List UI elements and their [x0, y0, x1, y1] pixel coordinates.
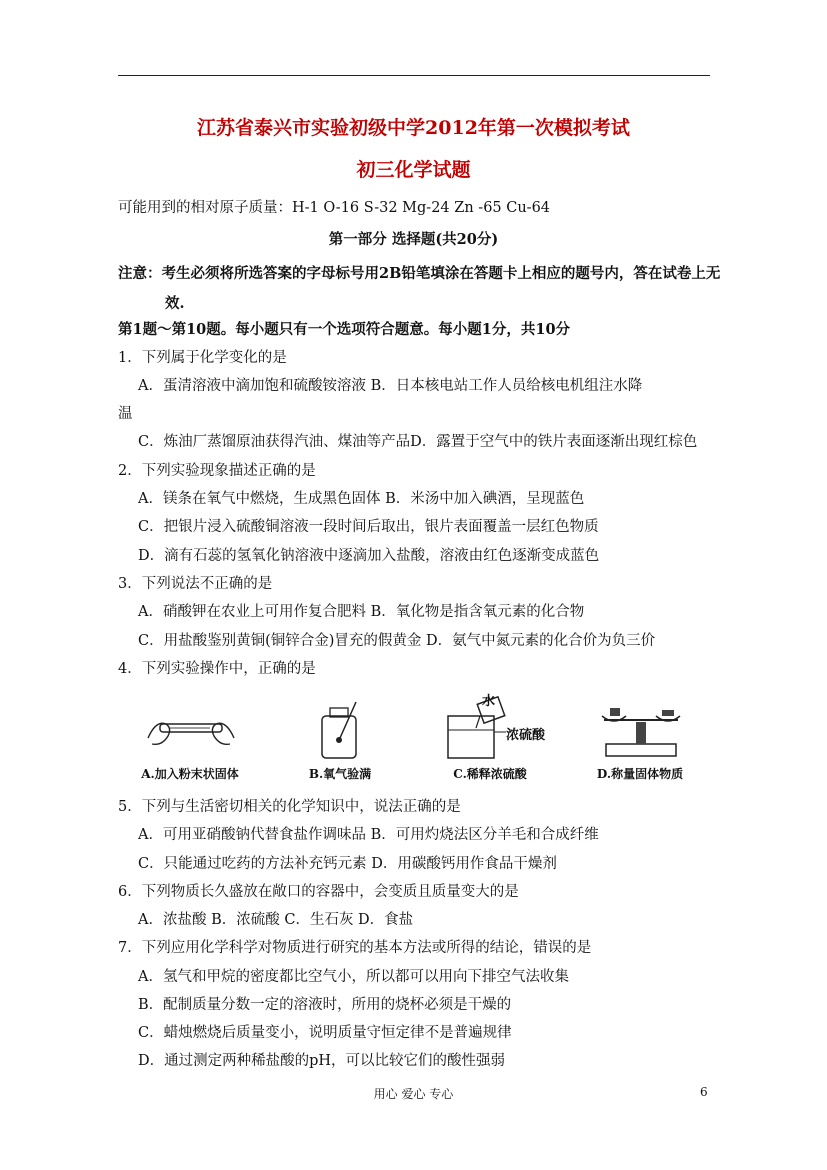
question-option: C．炼油厂蒸馏原油获得汽油、煤油等产品D．露置于空气中的铁片表面逐渐出现红棕色 — [138, 434, 698, 450]
page-number: 6 — [700, 1085, 708, 1099]
page-title: 江苏省泰兴市实验初级中学2012年第一次模拟考试 — [197, 117, 630, 139]
question-option: A．硝酸钾在农业上可用作复合肥料 B．氧化物是指含氧元素的化合物 — [138, 604, 585, 620]
balance-scale-icon — [580, 694, 700, 764]
section-title: 第一部分 选择题(共20分) — [328, 231, 499, 248]
figure-caption: A.加入粉末状固体 — [141, 767, 239, 781]
gas-bottle-icon — [280, 694, 400, 764]
figure-b — [280, 694, 400, 784]
question-option: A．浓盐酸 B．浓硫酸 C．生石灰 D．食盐 — [138, 912, 414, 928]
figure-caption: B.氧气验满 — [308, 767, 372, 781]
acid-label: 浓硫酸 — [506, 728, 546, 743]
question-stem: 3．下列说法不正确的是 — [118, 576, 273, 592]
water-label: 水 — [482, 694, 496, 709]
question-stem: 7．下列应用化学科学对物质进行研究的基本方法或所得的结论，错误的是 — [118, 940, 592, 956]
question-option: A．氢气和甲烷的密度都比空气小，所以都可以用向下排空气法收集 — [138, 969, 569, 985]
question-option: A．可用亚硝酸钠代替食盐作调味品 B．可用灼烧法区分羊毛和合成纤维 — [138, 827, 599, 843]
question-option: A．镁条在氧气中燃烧，生成黑色固体 B．米汤中加入碘酒，呈现蓝色 — [138, 491, 585, 507]
question-option: 温 — [118, 406, 133, 422]
figure-caption: D.称量固体物质 — [596, 767, 684, 781]
question-option: D．滴有石蕊的氢氧化钠溶液中逐滴加入盐酸，溶液由红色逐渐变成蓝色 — [138, 548, 600, 564]
header-rule — [118, 75, 710, 76]
question-stem: 5．下列与生活密切相关的化学知识中，说法正确的是 — [118, 799, 461, 815]
figure-c — [430, 694, 550, 784]
question-option: C．用盐酸鉴别黄铜(铜锌合金)冒充的假黄金 D．氨气中氮元素的化合价为负三价 — [138, 633, 656, 649]
notice-line-2: 效. — [165, 295, 185, 312]
question-option: D．通过测定两种稀盐酸的pH，可以比较它们的酸性强弱 — [138, 1053, 506, 1069]
figure-a — [130, 694, 250, 784]
question-stem: 4．下列实验操作中，正确的是 — [118, 661, 316, 677]
atomic-masses: 可能用到的相对原子质量：H-1 O-16 S-32 Mg-24 Zn -65 Cu-64 — [118, 200, 551, 216]
question-option: C．把银片浸入硫酸铜溶液一段时间后取出，银片表面覆盖一层红色物质 — [138, 519, 599, 535]
question-option: A．蛋清溶液中滴加饱和硫酸铵溶液 B．日本核电站工作人员给核电机组注水降 — [138, 378, 643, 394]
question-option: C．只能通过吃药的方法补充钙元素 D．用碳酸钙用作食品干燥剂 — [138, 856, 557, 872]
question-stem: 6．下列物质长久盛放在敞口的容器中，会变质且质量变大的是 — [118, 884, 519, 900]
instruction: 第1题～第10题。每小题只有一个选项符合题意。每小题1分，共10分 — [118, 321, 571, 338]
notice-line-1: 注意：考生必须将所选答案的字母标号用2B铅笔填涂在答题卡上相应的题号内，答在试卷上无 — [118, 265, 721, 282]
figure-caption: C.稀释浓硫酸 — [453, 767, 527, 781]
footer-motto: 用心 爱心 专心 — [373, 1087, 454, 1101]
question-stem: 1．下列属于化学变化的是 — [118, 350, 287, 366]
page-subtitle: 初三化学试题 — [356, 159, 471, 181]
question-option: B．配制质量分数一定的溶液时，所用的烧杯必须是干燥的 — [138, 997, 512, 1013]
experiment-figures — [130, 694, 700, 784]
figure-d — [580, 694, 700, 784]
question-option: C．蜡烛燃烧后质量变小，说明质量守恒定律不是普遍规律 — [138, 1025, 512, 1041]
question-stem: 2．下列实验现象描述正确的是 — [118, 463, 316, 479]
test-tube-with-hands-icon — [130, 694, 250, 764]
